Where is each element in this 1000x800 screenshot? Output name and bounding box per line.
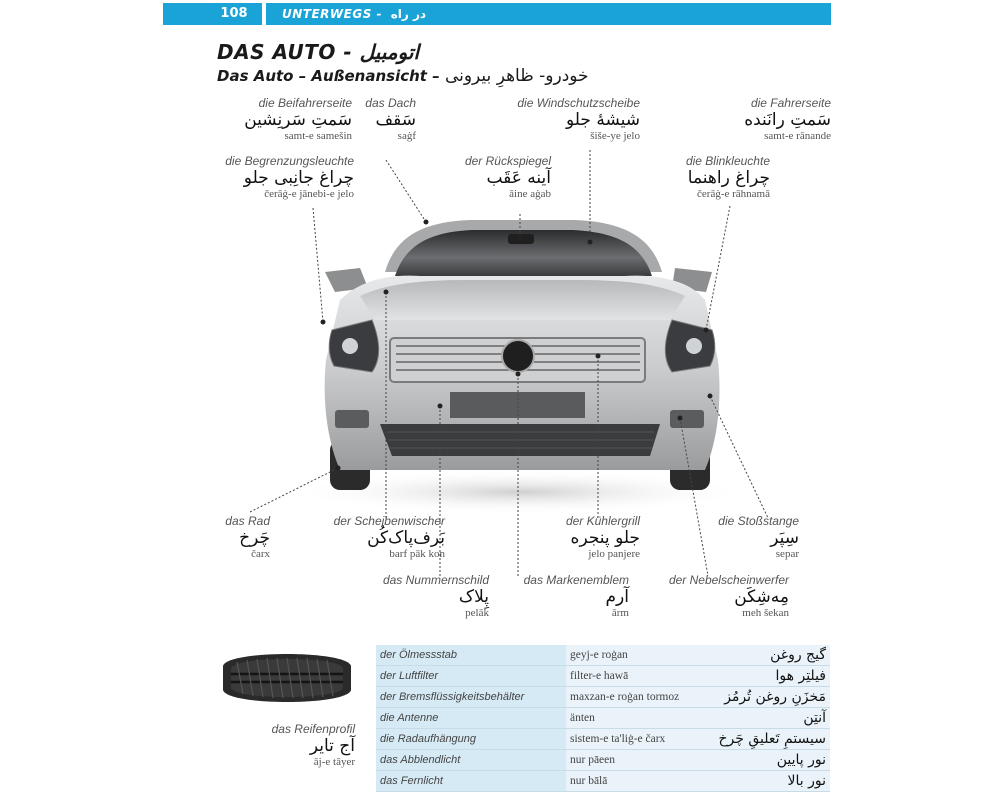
label-de: das Rad [225, 514, 270, 528]
page-title-fa: اتومبیل [359, 40, 420, 64]
brand-emblem [502, 340, 534, 372]
label-de: der Nebelscheinwerfer [668, 573, 789, 587]
label-transliteration: ārm [611, 607, 629, 619]
label-fa: آج تایر [309, 736, 355, 756]
label-de: der Scheibenwischer [333, 514, 445, 528]
label-de: die Windschutzscheibe [517, 96, 640, 110]
label-transliteration: čarx [251, 548, 270, 560]
label-transliteration: jelo panjere [588, 548, 640, 560]
label-transliteration: saġf [397, 130, 416, 142]
table-cell-transliteration: änten [566, 708, 694, 729]
label-kuehlergrill [470, 514, 640, 560]
label-de: die Beifahrerseite [258, 96, 352, 110]
label-reifenprofil [190, 722, 355, 768]
label-fa: سَمتِ سَرنِشین [244, 110, 352, 130]
label-fa: مِه‌شِکَن [734, 587, 789, 607]
label-stossstange [629, 514, 799, 560]
page-number: 108 [220, 6, 248, 21]
label-blinkleuchte [600, 154, 770, 200]
label-de: der Kühlergrill [565, 514, 640, 528]
label-fa: چَرخ [239, 528, 270, 548]
right-fog-light [670, 410, 704, 428]
label-transliteration: āj-e tāyer [313, 756, 355, 768]
table-cell-fa: نور پایین [694, 750, 830, 771]
table-cell-de: das Abblendlicht [376, 750, 566, 771]
table-row [376, 666, 830, 687]
vocabulary-table [376, 645, 830, 792]
section-title-de: UNTERWEGS - [282, 7, 382, 21]
label-fa: آرم [605, 587, 629, 607]
label-fa: پِلاک [458, 587, 489, 607]
label-transliteration: āine aġab [509, 188, 551, 200]
label-dach [246, 96, 416, 142]
table-cell-de: das Fernlicht [376, 771, 566, 792]
table-row [376, 771, 830, 792]
label-de: die Fahrerseite [750, 96, 831, 110]
table-cell-transliteration: maxzan-e roġan tormoz [566, 687, 694, 708]
label-fa: چراغ راهنما [687, 168, 770, 188]
label-de: die Begrenzungsleuchte [225, 154, 354, 168]
table-cell-fa: فیلتِر هوا [694, 666, 830, 687]
label-fahrerseite [661, 96, 831, 142]
label-transliteration: samt-e rānande [764, 130, 831, 142]
label-de: der Rückspiegel [464, 154, 551, 168]
right-headlight-lens [686, 338, 702, 354]
label-scheibenwischer [275, 514, 445, 560]
table-cell-de: der Bremsflüssigkeitsbehälter [376, 687, 566, 708]
label-begrenzungsleuchte [184, 154, 354, 200]
label-rad [100, 514, 270, 560]
table-cell-transliteration: filter-e hawā [566, 666, 694, 687]
table-cell-fa: نور بالا [694, 771, 830, 792]
label-fa: سِپَر [770, 528, 799, 548]
table-cell-transliteration: nur pāeen [566, 750, 694, 771]
label-fa: بَرف‌پاک‌کُن [367, 528, 445, 548]
car-hood [360, 280, 685, 320]
table-cell-transliteration: nur bālā [566, 771, 694, 792]
table-cell-fa: گیج روغن [694, 645, 830, 666]
section-title-fa: در راه [390, 7, 427, 21]
page-subtitle-fa: خودرو- ظاهرِ بیرونی [444, 66, 589, 86]
table-row [376, 687, 830, 708]
table-cell-de: der Ölmessstab [376, 645, 566, 666]
label-transliteration: barf pāk kon [389, 548, 445, 560]
tire-tread-image [217, 644, 357, 712]
label-fa: سَمتِ رانَنده [744, 110, 831, 130]
label-transliteration: čerāġ-e jānebi-e jelo [264, 188, 354, 200]
label-de: das Reifenprofil [271, 722, 355, 736]
label-de: die Stoßstange [718, 514, 799, 528]
label-transliteration: separ [775, 548, 799, 560]
table-cell-de: die Radaufhängung [376, 729, 566, 750]
table-row [376, 729, 830, 750]
label-transliteration: pelāk [465, 607, 489, 619]
label-fa: جلو پنجره [570, 528, 640, 548]
table-cell-fa: آنتِن [694, 708, 830, 729]
label-windschutzscheibe [470, 96, 640, 142]
label-nebelscheinwerfer [619, 573, 789, 619]
label-fa: شیشهٔ جلو [566, 110, 640, 130]
label-transliteration: šiše-ye jelo [590, 130, 640, 142]
table-row [376, 750, 830, 771]
table-row [376, 708, 830, 729]
table-cell-fa: سیستمِ تَعلیقِ چَرخ [694, 729, 830, 750]
label-fa: سَقف [375, 110, 416, 130]
page-title-de: DAS AUTO - [217, 40, 353, 64]
table-row [376, 645, 830, 666]
label-de: die Blinkleuchte [685, 154, 770, 168]
label-rueckspiegel [381, 154, 551, 200]
table-cell-de: der Luftfilter [376, 666, 566, 687]
label-fa: آینه عَقَب [486, 168, 551, 188]
label-de: das Nummernschild [382, 573, 489, 587]
label-markenemblem [459, 573, 629, 619]
table-cell-de: die Antenne [376, 708, 566, 729]
label-de: das Dach [365, 96, 416, 110]
left-fog-light [335, 410, 369, 428]
label-transliteration: čerāġ-e rāhnamā [697, 188, 770, 200]
table-cell-transliteration: geyj-e roġan [566, 645, 694, 666]
table-cell-transliteration: sistem-e ta'liġ-e čarx [566, 729, 694, 750]
label-de: das Markenemblem [523, 573, 629, 587]
left-headlight-lens [342, 338, 358, 354]
page-subtitle-de: Das Auto – Außenansicht – [217, 67, 440, 85]
label-transliteration: meh šekan [742, 607, 789, 619]
label-transliteration: samt-e samešin [284, 130, 352, 142]
label-fa: چراغ جانِبی جلو [243, 168, 354, 188]
table-cell-fa: مَخزَنِ روغن تُرمُز [694, 687, 830, 708]
